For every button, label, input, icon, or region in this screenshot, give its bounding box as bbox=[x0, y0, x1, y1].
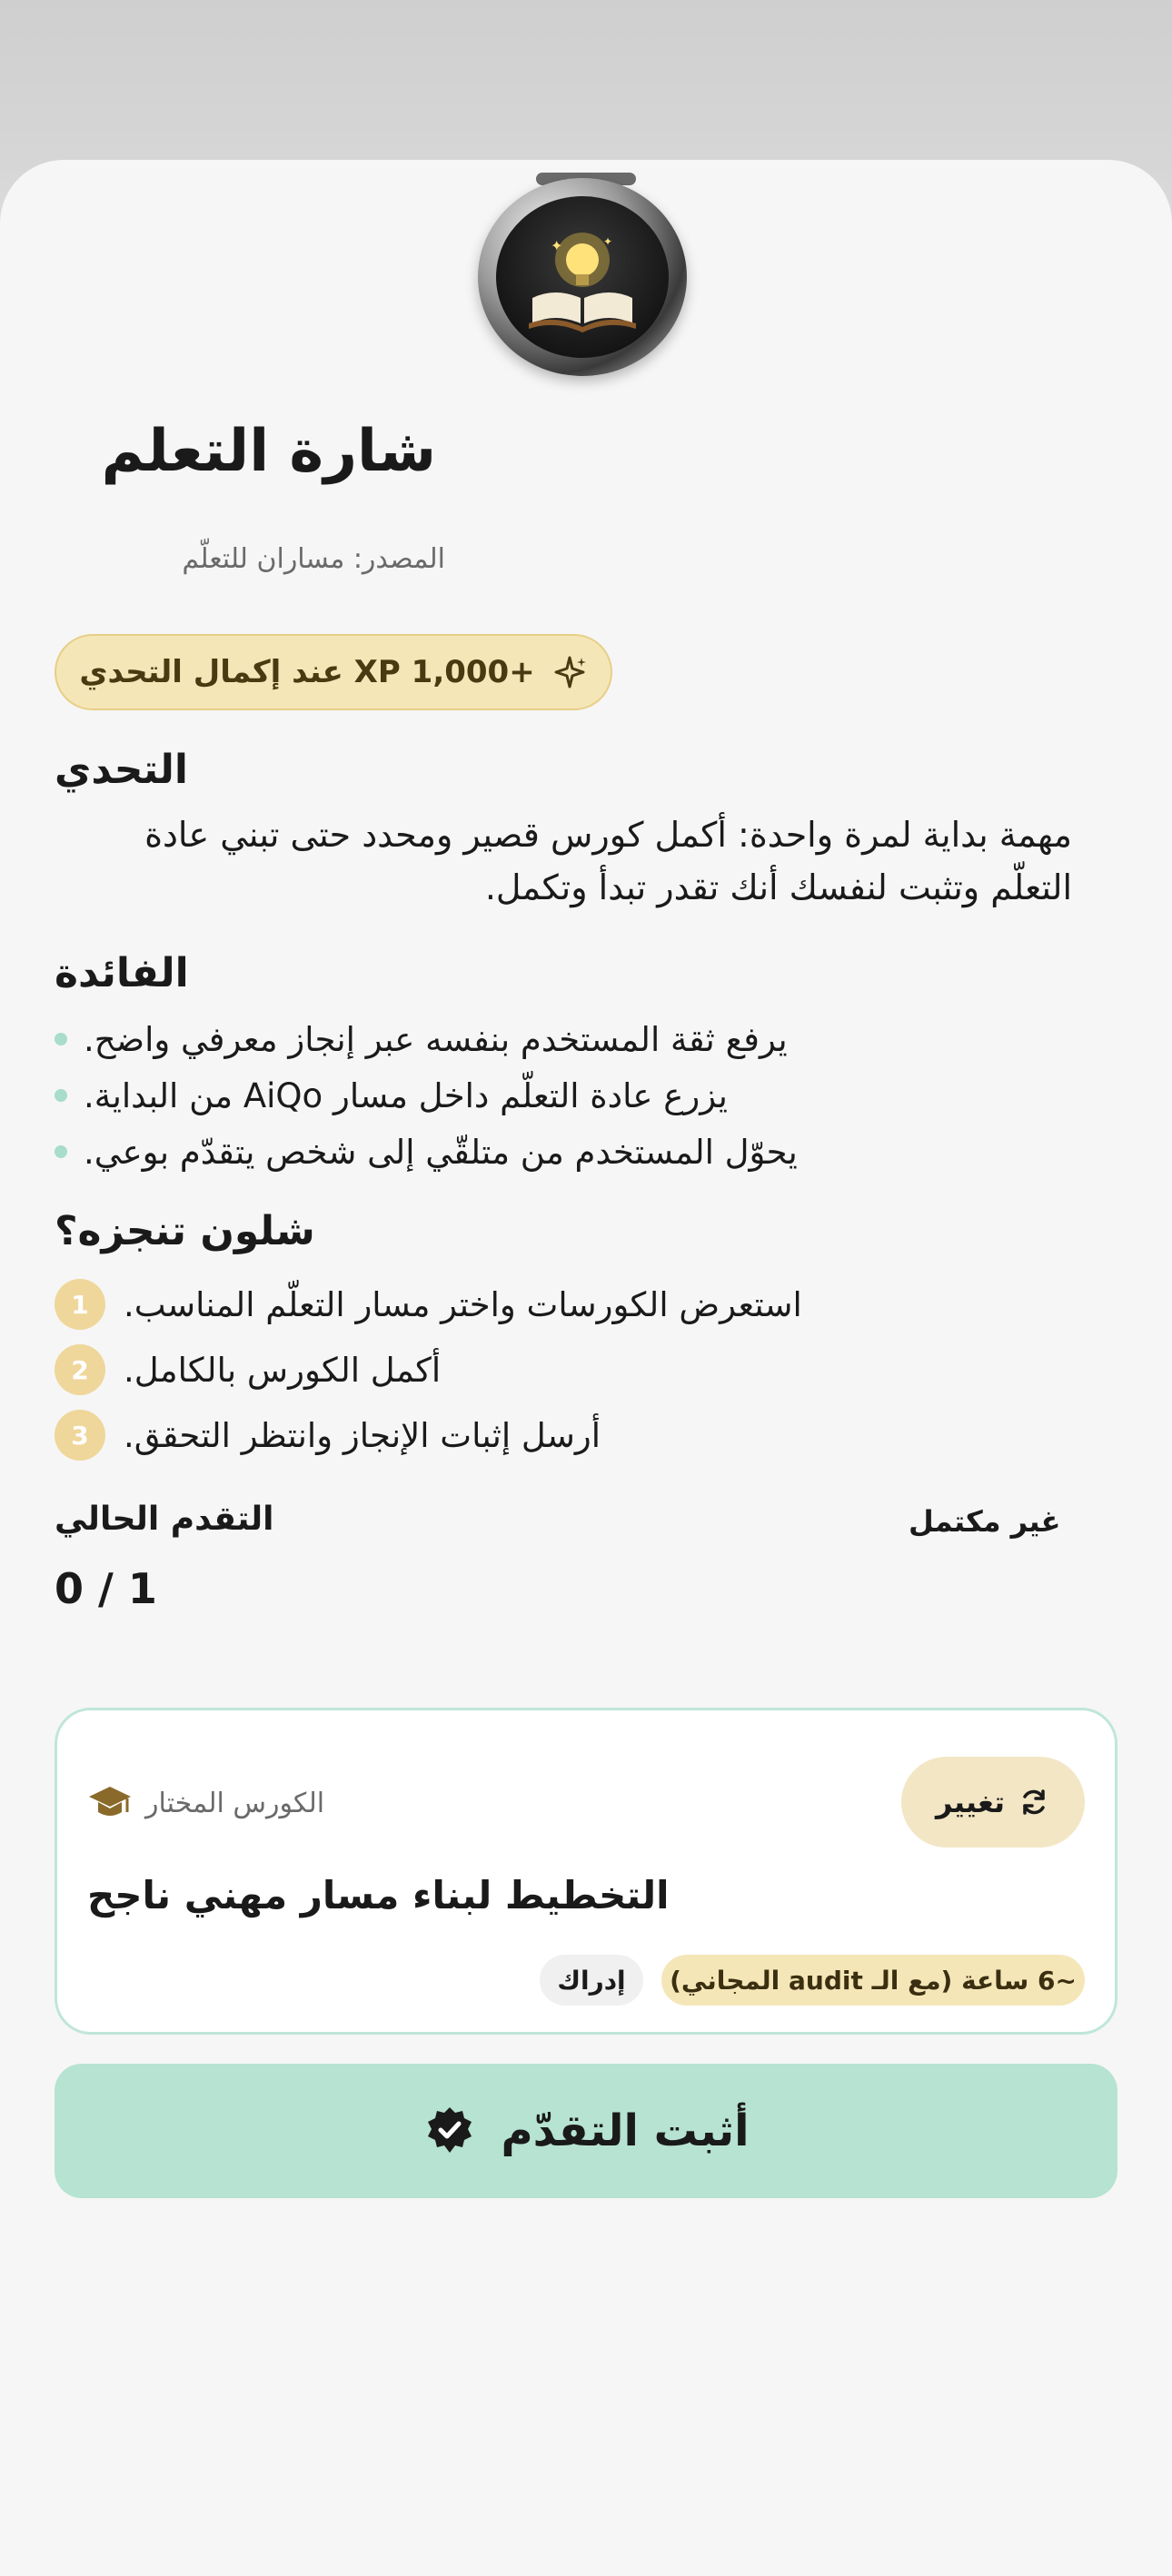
verified-check-icon bbox=[422, 2104, 477, 2158]
step-number: 1 bbox=[55, 1279, 105, 1330]
progress-value: 0 / 1 bbox=[55, 1564, 157, 1613]
how-heading: شلون تنجزه؟ bbox=[55, 1208, 315, 1254]
xp-reward-pill bbox=[55, 634, 612, 710]
svg-text:✦: ✦ bbox=[551, 237, 563, 254]
step-item: 1 استعرض الكورسات واختر مسار التعلّم المناسب. bbox=[55, 1277, 1054, 1332]
badge-title: شارة التعلم bbox=[101, 418, 436, 485]
badge-image bbox=[478, 178, 694, 380]
course-duration-chip: ~6 ساعة (مع الـ audit المجاني) bbox=[661, 1955, 1085, 2006]
list-item: يزرع عادة التعلّم داخل مسار AiQo من البداية. bbox=[55, 1070, 1054, 1121]
bullet-dot bbox=[55, 1033, 67, 1045]
course-provider-chip: إدراك bbox=[540, 1955, 643, 2006]
course-title: التخطيط لبناء مسار مهني ناجح bbox=[87, 1873, 670, 1917]
progress-label: التقدم الحالي bbox=[55, 1501, 274, 1538]
step-number: 2 bbox=[55, 1344, 105, 1395]
refresh-icon bbox=[1018, 1786, 1050, 1818]
list-item: يحوّل المستخدم من متلقّي إلى شخص يتقدّم بوعي. bbox=[55, 1126, 1054, 1177]
benefit-heading: الفائدة bbox=[55, 950, 189, 996]
step-number: 3 bbox=[55, 1410, 105, 1461]
bullet-dot bbox=[55, 1145, 67, 1158]
progress-status: غير مكتمل bbox=[909, 1504, 1061, 1539]
list-item: يرفع ثقة المستخدم بنفسه عبر إنجاز معرفي واضح. bbox=[55, 1014, 1054, 1065]
step-item: 2 أكمل الكورس بالكامل. bbox=[55, 1342, 1054, 1397]
sparkle-icon bbox=[551, 654, 588, 690]
challenge-heading: التحدي bbox=[55, 747, 189, 793]
book-lightbulb-icon bbox=[496, 196, 669, 358]
svg-text:✦: ✦ bbox=[603, 235, 613, 248]
xp-reward-text: +1,000 XP عند إكمال التحدي bbox=[79, 654, 535, 690]
step-item: 3 أرسل إثبات الإنجاز وانتظر التحقق. bbox=[55, 1408, 1054, 1462]
challenge-text: مهمة بداية لمرة واحدة: أكمل كورس قصير ومحدد حتى تبني عادة التعلّم وتثبت لنفسك أنك تقدر تبدأ وتكمل. bbox=[144, 815, 1072, 907]
bullet-dot bbox=[55, 1089, 67, 1102]
badge-source: المصدر: مساران للتعلّم bbox=[182, 543, 445, 575]
change-course-button[interactable]: تغيير bbox=[901, 1757, 1085, 1848]
prove-progress-button[interactable]: أثبت التقدّم bbox=[55, 2064, 1117, 2198]
graduation-cap-icon bbox=[87, 1783, 133, 1823]
selected-course-header: الكورس المختار bbox=[87, 1780, 360, 1826]
